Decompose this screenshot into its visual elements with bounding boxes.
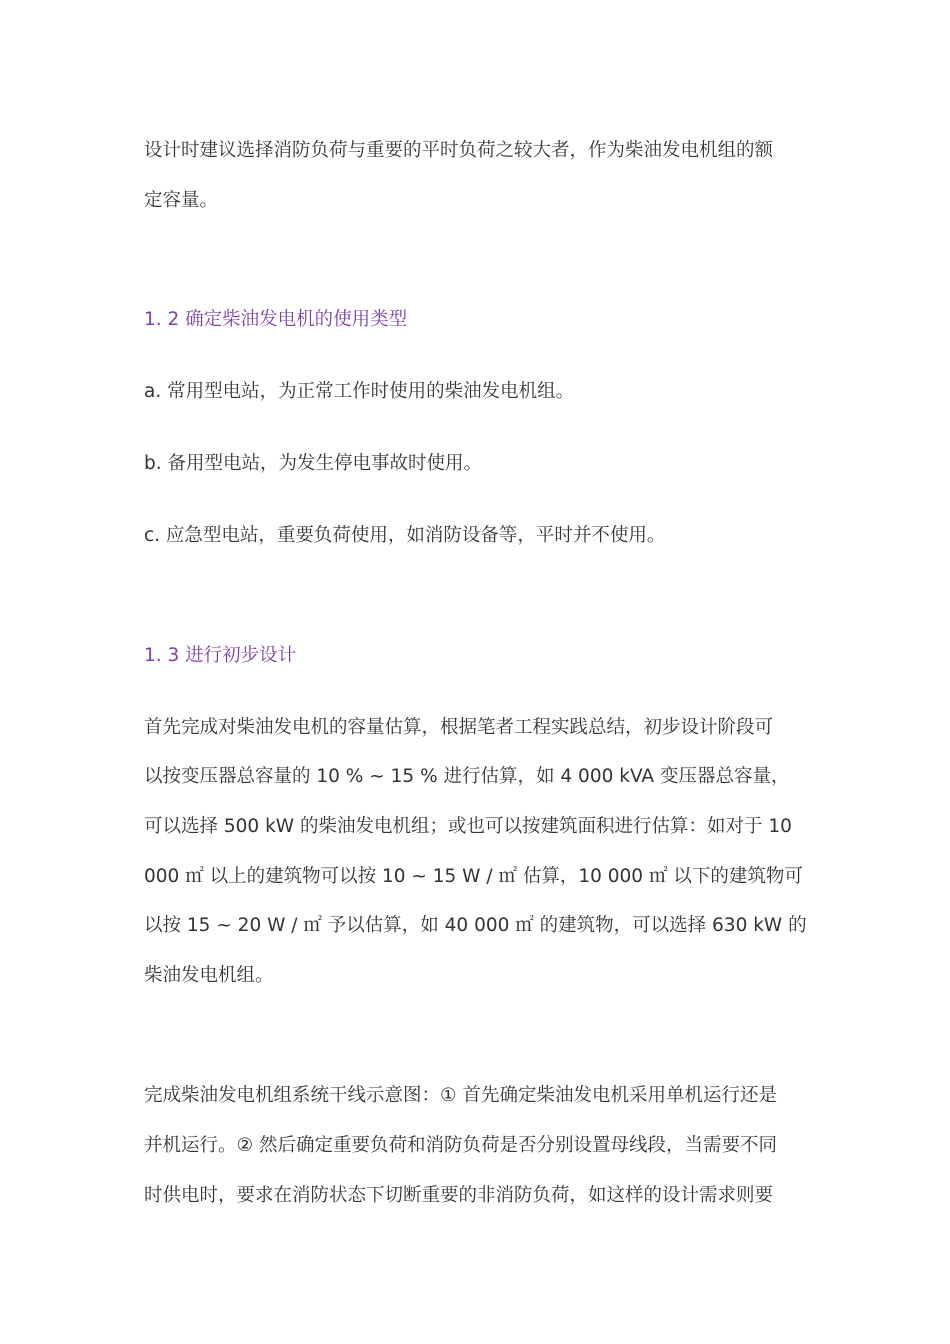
paragraph-line: 时供电时，要求在消防状态下切断重要的非消防负荷，如这样的设计需求则要 [144,1185,774,1206]
paragraph-line: 并机运行。② 然后确定重要负荷和消防负荷是否分别设置母线段，当需要不同 [144,1135,777,1156]
paragraph-line: 可以选择 500 kW 的柴油发电机组；或也可以按建筑面积进行估算：如对于 10 [144,816,792,837]
paragraph-line: 完成柴油发电机组系统干线示意图：① 首先确定柴油发电机采用单机运行还是 [144,1085,777,1106]
list-item: a. 常用型电站，为正常工作时使用的柴油发电机组。 [144,381,575,402]
section-heading: 1. 3 进行初步设计 [144,645,297,666]
list-item: c. 应急型电站，重要负荷使用，如消防设备等，平时并不使用。 [144,525,666,546]
paragraph-line: 首先完成对柴油发电机的容量估算，根据笔者工程实践总结，初步设计阶段可 [144,717,774,738]
section-heading: 1. 2 确定柴油发电机的使用类型 [144,309,408,330]
paragraph-line: 设计时建议选择消防负荷与重要的平时负荷之较大者，作为柴油发电机组的额 [144,140,774,161]
list-item: b. 备用型电站，为发生停电事故时使用。 [144,453,483,474]
paragraph-line: 以按变压器总容量的 10 % ~ 15 % 进行估算，如 4 000 kVA 变压器总容量， [144,766,790,787]
paragraph-line: 以按 15 ~ 20 W / ㎡ 予以估算，如 40 000 ㎡ 的建筑物，可以选择 630 kW 的 [144,915,807,936]
paragraph-line: 000 ㎡ 以上的建筑物可以按 10 ~ 15 W / ㎡ 估算，10 000 ㎡ 以下的建筑物可 [144,866,803,887]
paragraph-line: 柴油发电机组。 [144,965,274,986]
paragraph-line: 定容量。 [144,190,219,211]
